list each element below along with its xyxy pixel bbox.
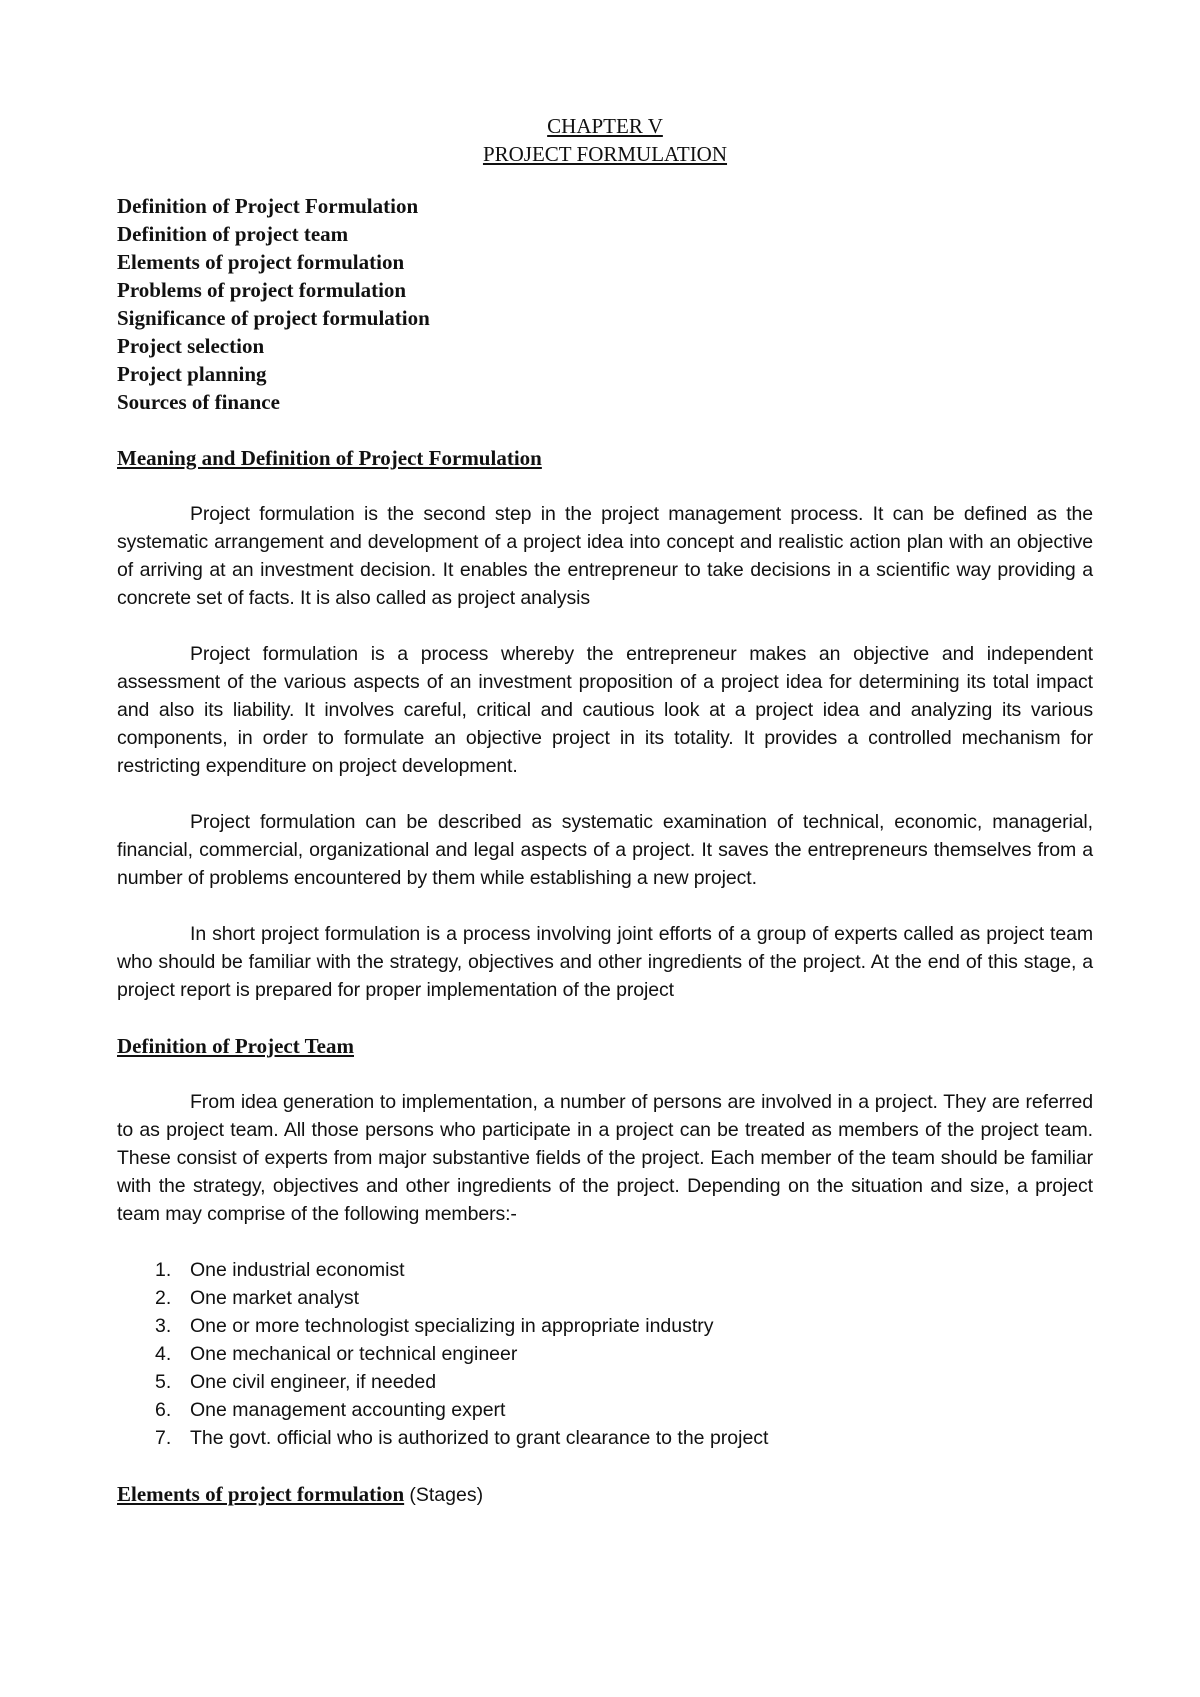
- section-heading-elements: Elements of project formulation: [117, 1482, 405, 1506]
- topic-item: Sources of finance: [117, 390, 280, 414]
- list-number: 6.: [155, 1399, 172, 1421]
- list-text: One industrial economist: [190, 1259, 405, 1281]
- list-text: One or more technologist specializing in appropriate industry: [190, 1315, 714, 1337]
- section-heading-elements-row: [117, 1480, 1093, 1509]
- chapter-title: PROJECT FORMULATION: [482, 142, 728, 166]
- topic-item: Problems of project formulation: [117, 278, 407, 302]
- section-heading-note: (Stages): [409, 1484, 484, 1506]
- paragraph: Project formulation is a process whereby the entrepreneur makes an objective and independent assessment of the various aspects of an investment proposition of a project idea for determining its total impact and also its liability. It involves careful, critical and cautious look at a project idea and analyzing its various components, in order to formulate an objective project in its totality. It provides a controlled mechanism for restricting expenditure on project development.: [117, 643, 1093, 777]
- list-text: One mechanical or technical engineer: [190, 1343, 518, 1365]
- list-item: [117, 1368, 1093, 1396]
- list-number: 2.: [155, 1287, 172, 1309]
- list-text: One civil engineer, if needed: [190, 1371, 437, 1393]
- topic-item: Project planning: [117, 362, 267, 386]
- list-item: [117, 1284, 1093, 1312]
- list-item: [117, 1256, 1093, 1284]
- document-page: [117, 112, 1093, 1509]
- paragraph: In short project formulation is a process involving joint efforts of a group of experts called as project team who should be familiar with the strategy, objectives and other ingredients of the project. At the end of this stage, a project report is prepared for proper implementation of the project: [117, 923, 1093, 1001]
- list-number: 5.: [155, 1371, 172, 1393]
- chapter-number: CHAPTER V: [547, 114, 663, 138]
- chapter-header: [117, 112, 1093, 168]
- topic-item: Significance of project formulation: [117, 306, 430, 330]
- topic-item: Project selection: [117, 334, 265, 358]
- paragraph: Project formulation is the second step in the project management process. It can be defined as the systematic arrangement and development of a project idea into concept and realistic action plan with an objective of arriving at an investment decision. It enables the entrepreneur to take decisions in a scientific way providing a concrete set of facts. It is also called as project analysis: [117, 503, 1093, 609]
- list-text: The govt. official who is authorized to grant clearance to the project: [190, 1427, 769, 1449]
- team-members-list: [117, 1256, 1093, 1452]
- paragraph: Project formulation can be described as systematic examination of technical, economic, managerial, financial, commercial, organizational and legal aspects of a project. It saves the entrepreneurs themselves from a number of problems encountered by them while establishing a new project.: [117, 811, 1093, 889]
- list-item: [117, 1340, 1093, 1368]
- topic-item: Elements of project formulation: [117, 250, 405, 274]
- list-text: One management accounting expert: [190, 1399, 506, 1421]
- list-item: [117, 1396, 1093, 1424]
- section-heading-meaning: Meaning and Definition of Project Formulation: [117, 446, 542, 470]
- list-item: [117, 1312, 1093, 1340]
- list-text: One market analyst: [190, 1287, 360, 1309]
- section-heading-team: Definition of Project Team: [117, 1034, 354, 1058]
- topic-item: Definition of project team: [117, 222, 349, 246]
- list-number: 4.: [155, 1343, 172, 1365]
- list-number: 7.: [155, 1427, 172, 1449]
- topics-list: [117, 192, 1093, 416]
- list-number: 1.: [155, 1259, 172, 1281]
- topic-item: Definition of Project Formulation: [117, 194, 419, 218]
- list-item: [117, 1424, 1093, 1452]
- list-number: 3.: [155, 1315, 172, 1337]
- paragraph: From idea generation to implementation, a number of persons are involved in a project. They are referred to as project team. All those persons who participate in a project can be treated as members of the project team. These consist of experts from major substantive fields of the project. Each member of the team should be familiar with the strategy, objectives and other ingredients of the project. Depending on the situation and size, a project team may comprise of the following members:-: [117, 1091, 1093, 1225]
